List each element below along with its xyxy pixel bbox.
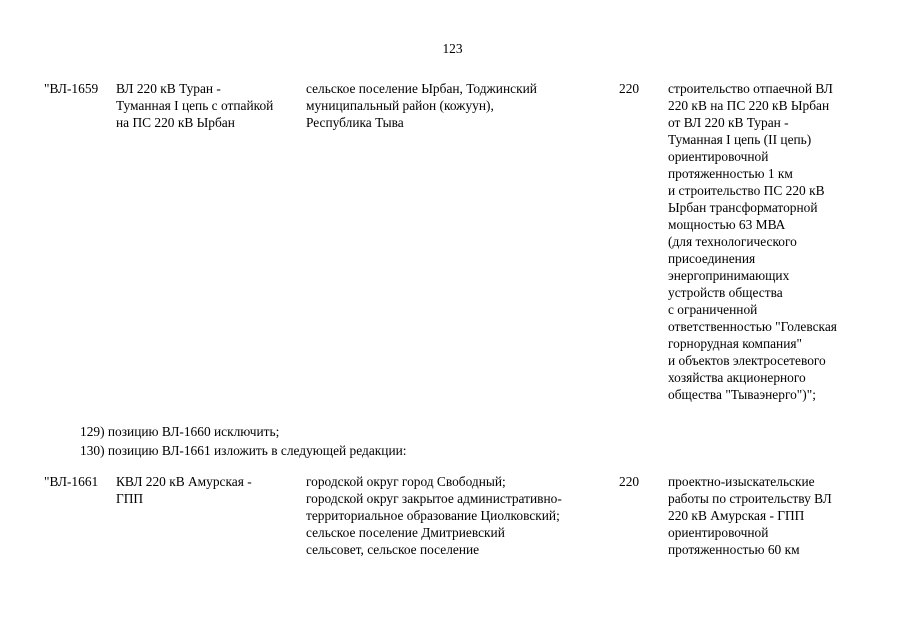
line-purpose: проектно-изыскательские работы по строительству ВЛ 220 кВ Амурская - ГПП ориентировочной протяженностью 60 км (668, 474, 832, 557)
page-number: 123 (442, 41, 463, 56)
line-name: КВЛ 220 кВ Амурская - ГПП (116, 474, 252, 506)
instruction-129: 129) позицию ВЛ-1660 исключить; (80, 424, 280, 439)
instruction-130: 130) позицию ВЛ-1661 изложить в следующей редакции: (80, 443, 407, 458)
line-location: сельское поселение Ырбан, Тоджинский муниципальный район (кожуун), Республика Тыва (306, 81, 537, 130)
line-voltage: 220 (619, 81, 640, 96)
line-code: "ВЛ-1661 (44, 474, 99, 489)
line-voltage: 220 (619, 474, 640, 489)
line-code: "ВЛ-1659 (44, 81, 99, 96)
line-location: городской округ город Свободный; городской округ закрытое административно- территориальное образование Циолковский; сельское поселение Дмитриевский сельсовет, сельское поселение (306, 474, 562, 557)
line-name: ВЛ 220 кВ Туран - Туманная I цепь с отпайкой на ПС 220 кВ Ырбан (116, 81, 274, 130)
line-purpose: строительство отпаечной ВЛ 220 кВ на ПС 220 кВ Ырбан от ВЛ 220 кВ Туран - Туманная I цепь (II цепь) ориентировочной протяженностью 1 км и строительство ПС 220 кВ Ырбан трансформаторной мощностью 63 МВА (для технологического присоединения энергопринимающих устройств общества с ограниченной ответственностью "Голевская горнорудная компания" и объектов электросетевого хозяйства акционерного общества "Тываэнерго")"; (668, 81, 837, 402)
